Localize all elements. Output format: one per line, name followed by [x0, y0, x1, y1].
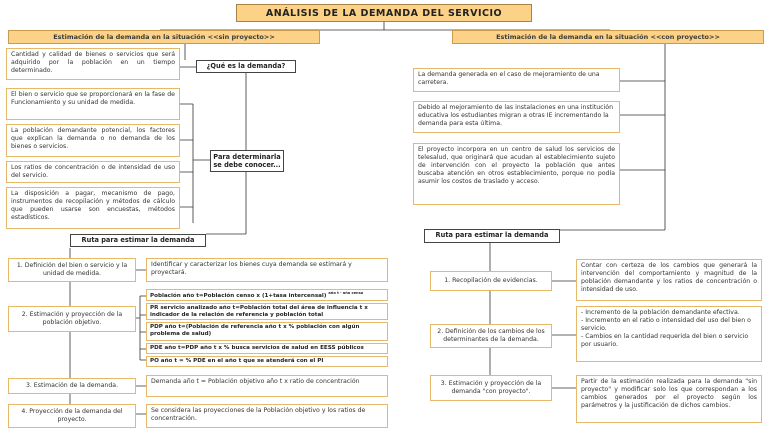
- right-step-3-desc: Partir de la estimación realizada para la demanda "sin proyecto" y modificar solo los que correspondan a los cambios generados por el proyecto según los parámetros y la justificación de dichos cambios.: [576, 375, 762, 423]
- right-step-3: 3. Estimación y proyección de la demanda "con proyecto".: [430, 375, 552, 401]
- header-con-proyecto: Estimación de la demanda en la situación <<con proyecto>>: [452, 30, 764, 44]
- left-step-2: 2. Estimación y proyección de la población objetivo.: [8, 306, 136, 332]
- header-sin-proyecto: Estimación de la demanda en la situación <<sin proyecto>>: [8, 30, 320, 44]
- formula-1-exponent: año t - año censo: [328, 291, 364, 295]
- page-title: ANÁLISIS DE LA DEMANDA DEL SERVICIO: [236, 4, 532, 22]
- left-step-4-desc: Se considera las proyecciones de la Población objetivo y los ratios de concentración.: [146, 404, 388, 428]
- def-demand: Cantidad y calidad de bienes o servicios que será adquirido por la población en un tiempo determinado.: [6, 48, 180, 80]
- formula-3: PDP año t=(Población de referencia año t x % población con algún problema de salud): [146, 322, 388, 341]
- right-step-1-desc: Contar con certeza de los cambios que generará la intervención del comportamiento y magnitud de la población demandante y los ratios de concentración o intensidad de uso.: [576, 259, 762, 301]
- left-step-3: 3. Estimación de la demanda.: [8, 378, 136, 394]
- def-ratios: Los ratios de concentración o de intensidad de uso del servicio.: [6, 161, 180, 183]
- formula-1: [146, 289, 388, 301]
- def-good-service: El bien o servicio que se proporcionará en la fase de Funcionamiento y su unidad de medida.: [6, 88, 180, 120]
- formula-4: PDE año t=PDP año t x % busca servicios de salud en EESS públicos: [146, 343, 388, 354]
- formula-1-text: Población año t=Población censo x (1+tasa intercensal): [150, 292, 327, 299]
- determine-box: Para determinarla se debe conocer...: [210, 150, 284, 172]
- right-def-road: La demanda generada en el caso de mejoramiento de una carretera.: [413, 68, 620, 92]
- formula-2: PR servicio analizado año t=Población total del área de influencia t x indicador de la relación de referencia y población total: [146, 303, 388, 320]
- question-what-is-demand: ¿Qué es la demanda?: [196, 60, 296, 73]
- def-payment: La disposición a pagar, mecanismo de pago, instrumentos de recopilación y métodos de cálculo que pueden usarse son encuestas, métodos estadísticos.: [6, 187, 180, 229]
- def-population: La población demandante potencial, los factores que explican la demanda o no demanda de los bienes o servicios.: [6, 124, 180, 157]
- left-step-4: 4. Proyección de la demanda del proyecto.: [8, 404, 136, 428]
- left-step-1-desc: Identificar y caracterizar los bienes cuya demanda se estimará y proyectará.: [146, 258, 388, 282]
- right-def-school: Debido al mejoramiento de las instalaciones en una institución educativa los estudiantes migran a otras IE incrementando la demanda para esta última.: [413, 101, 620, 133]
- route-right: Ruta para estimar la demanda: [424, 229, 560, 243]
- left-step-1: 1. Definición del bien o servicio y la unidad de medida.: [8, 258, 136, 282]
- right-step-1: 1. Recopilación de evidencias.: [430, 271, 552, 291]
- formula-5: PO año t = % PDE en el año t que se atenderá con el PI: [146, 356, 388, 367]
- left-step-3-desc: Demanda año t = Población objetivo año t x ratio de concentración: [146, 375, 388, 397]
- route-left: Ruta para estimar la demanda: [70, 234, 206, 247]
- right-def-telehealth: El proyecto incorpora en un centro de salud los servicios de telesalud, que originará que acudan al establecimiento sujeto de intervención con el proyecto la población que antes buscaba atención en otros establecimiento, porque no podía asumir los costos de traslado y acceso.: [413, 143, 620, 205]
- right-step-2: 2. Definición de los cambios de los determinantes de la demanda.: [430, 324, 552, 348]
- right-step-2-desc: - Incremento de la población demandante efectiva. - Incremento en el ratio o intensidad del uso del bien o servicio. - Cambios en la cantidad requerida del bien o servicio por usuario.: [576, 306, 762, 362]
